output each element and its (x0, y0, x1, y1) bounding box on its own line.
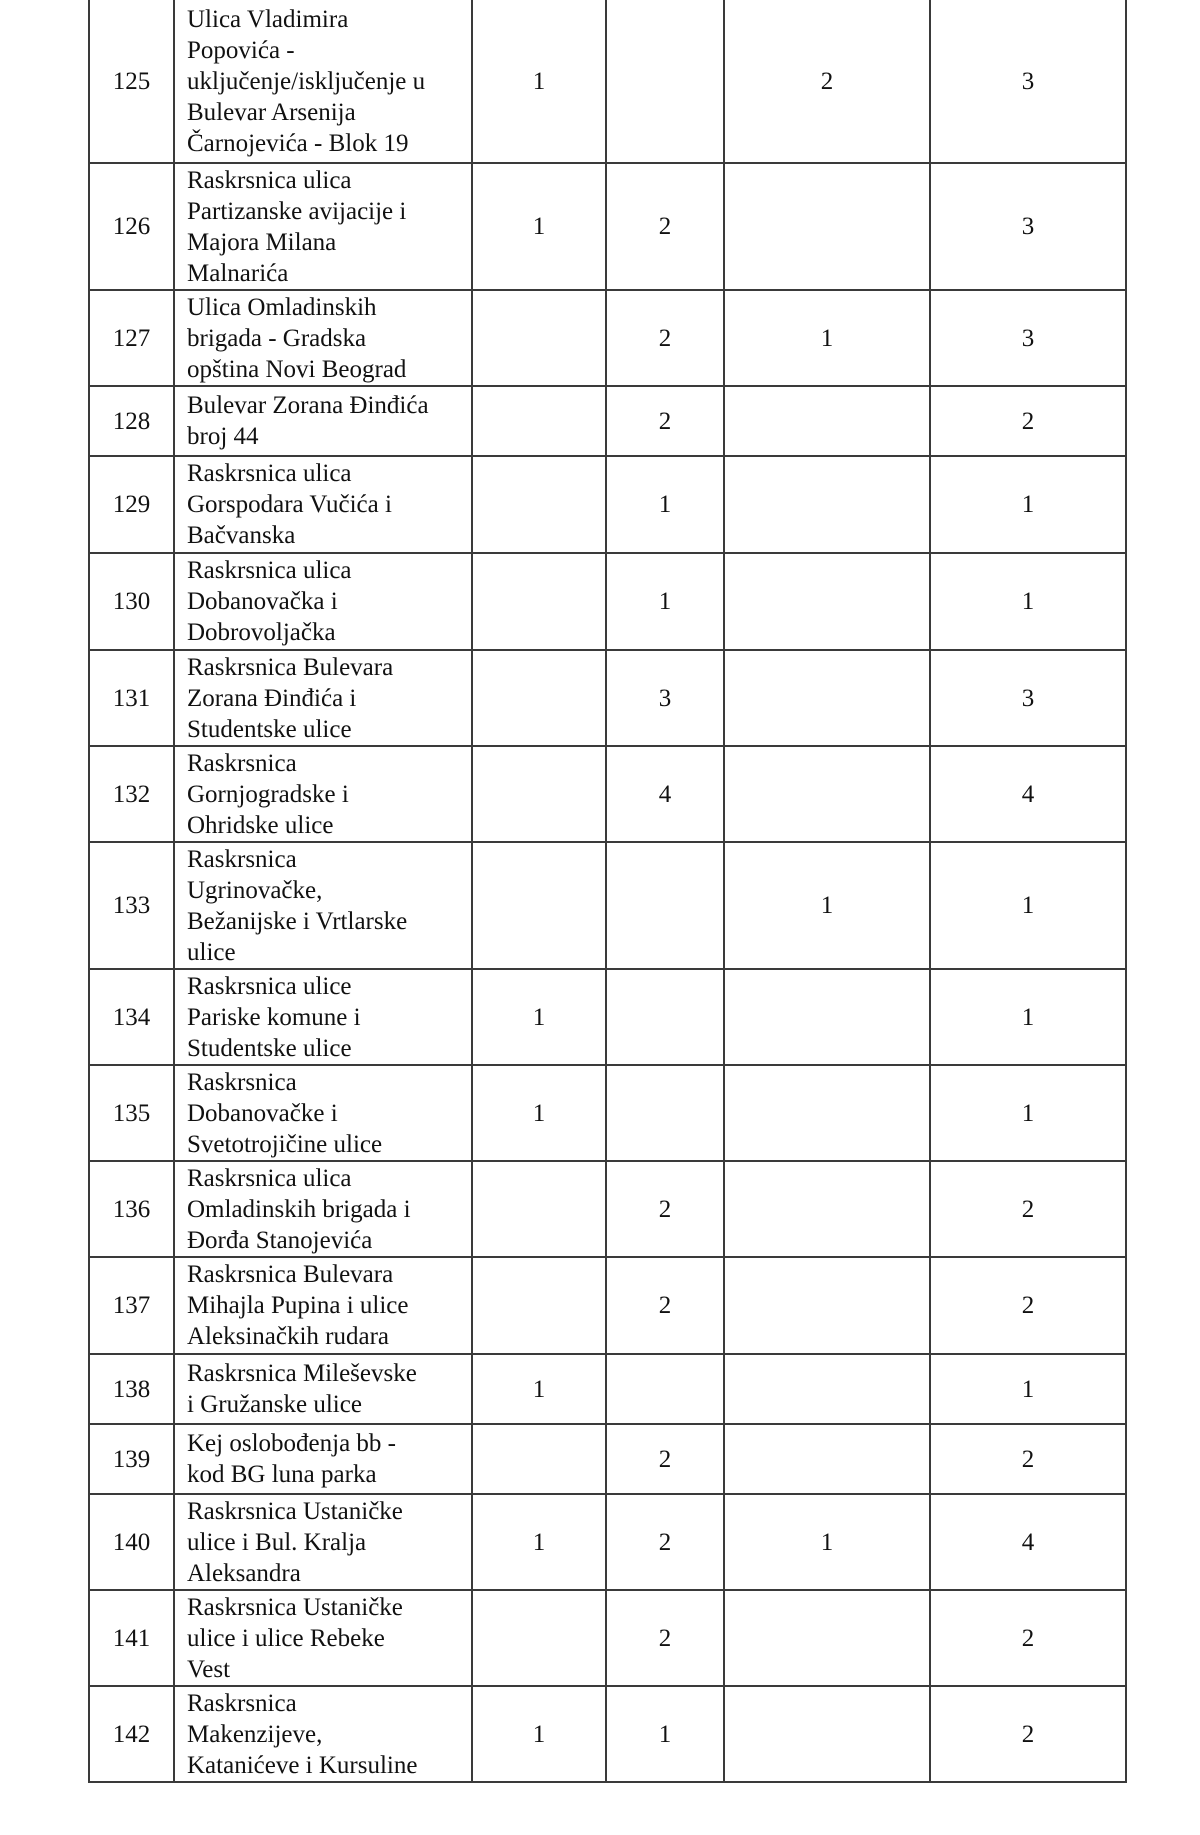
total-cell: 3 (930, 650, 1126, 746)
count-col-2-cell (606, 842, 724, 969)
location-cell: Raskrsnica Ustaničke ulice i ulice Rebeke Vest (174, 1590, 472, 1686)
row-number-cell: 131 (89, 650, 174, 746)
location-cell: Kej oslobođenja bb - kod BG luna parka (174, 1424, 472, 1494)
total-cell: 2 (930, 1161, 1126, 1257)
count-col-1-cell (472, 290, 606, 386)
total-cell: 2 (930, 1424, 1126, 1494)
location-cell: Raskrsnica Makenzijeve, Katanićeve i Kursuline (174, 1686, 472, 1782)
total-cell: 1 (930, 456, 1126, 553)
camera-locations-table (88, 0, 1127, 1783)
count-col-3-cell (724, 650, 930, 746)
count-col-3-cell: 1 (724, 290, 930, 386)
count-col-3-cell: 1 (724, 1494, 930, 1590)
location-cell: Raskrsnica Mileševske i Gružanske ulice (174, 1354, 472, 1424)
camera-locations-table-wrapper (88, 0, 1125, 1783)
table-row (89, 1161, 1126, 1257)
location-cell: Bulevar Zorana Đinđića broj 44 (174, 386, 472, 456)
table-row (89, 1686, 1126, 1782)
row-number-cell: 130 (89, 553, 174, 650)
count-col-1-cell: 1 (472, 0, 606, 163)
count-col-3-cell (724, 1065, 930, 1161)
count-col-1-cell: 1 (472, 1686, 606, 1782)
count-col-1-cell (472, 553, 606, 650)
table-row (89, 386, 1126, 456)
total-cell: 1 (930, 553, 1126, 650)
count-col-1-cell (472, 1161, 606, 1257)
count-col-3-cell (724, 553, 930, 650)
table-row (89, 969, 1126, 1065)
table-row (89, 1494, 1126, 1590)
count-col-2-cell: 1 (606, 456, 724, 553)
count-col-1-cell: 1 (472, 1494, 606, 1590)
row-number-cell: 137 (89, 1257, 174, 1354)
location-cell: Raskrsnica Bulevara Zorana Đinđića i Studentske ulice (174, 650, 472, 746)
count-col-3-cell (724, 1257, 930, 1354)
row-number-cell: 134 (89, 969, 174, 1065)
count-col-3-cell: 2 (724, 0, 930, 163)
row-number-cell: 125 (89, 0, 174, 163)
row-number-cell: 128 (89, 386, 174, 456)
total-cell: 1 (930, 842, 1126, 969)
table-row (89, 650, 1126, 746)
count-col-2-cell: 4 (606, 746, 724, 842)
count-col-2-cell (606, 0, 724, 163)
count-col-3-cell (724, 1686, 930, 1782)
count-col-3-cell (724, 969, 930, 1065)
total-cell: 3 (930, 0, 1126, 163)
count-col-2-cell (606, 1354, 724, 1424)
row-number-cell: 133 (89, 842, 174, 969)
count-col-3-cell (724, 1161, 930, 1257)
total-cell: 2 (930, 1257, 1126, 1354)
total-cell: 1 (930, 1065, 1126, 1161)
count-col-2-cell: 2 (606, 1590, 724, 1686)
row-number-cell: 140 (89, 1494, 174, 1590)
row-number-cell: 138 (89, 1354, 174, 1424)
location-cell: Raskrsnica Bulevara Mihajla Pupina i ulice Aleksinačkih rudara (174, 1257, 472, 1354)
table-row (89, 1424, 1126, 1494)
count-col-1-cell: 1 (472, 1354, 606, 1424)
table-row (89, 456, 1126, 553)
table-row (89, 553, 1126, 650)
count-col-3-cell (724, 386, 930, 456)
row-number-cell: 136 (89, 1161, 174, 1257)
total-cell: 1 (930, 1354, 1126, 1424)
count-col-3-cell (724, 163, 930, 290)
table-row (89, 1257, 1126, 1354)
table-row (89, 1065, 1126, 1161)
row-number-cell: 139 (89, 1424, 174, 1494)
count-col-3-cell (724, 746, 930, 842)
table-row (89, 1354, 1126, 1424)
total-cell: 4 (930, 746, 1126, 842)
total-cell: 1 (930, 969, 1126, 1065)
count-col-1-cell (472, 746, 606, 842)
table-row (89, 842, 1126, 969)
table-row (89, 1590, 1126, 1686)
count-col-2-cell: 2 (606, 1257, 724, 1354)
row-number-cell: 135 (89, 1065, 174, 1161)
count-col-2-cell: 2 (606, 1424, 724, 1494)
count-col-2-cell: 2 (606, 386, 724, 456)
row-number-cell: 141 (89, 1590, 174, 1686)
count-col-2-cell: 1 (606, 1686, 724, 1782)
count-col-1-cell (472, 842, 606, 969)
location-cell: Raskrsnica ulice Pariske komune i Studentske ulice (174, 969, 472, 1065)
total-cell: 2 (930, 1590, 1126, 1686)
row-number-cell: 142 (89, 1686, 174, 1782)
table-body (89, 0, 1126, 1782)
row-number-cell: 126 (89, 163, 174, 290)
location-cell: Raskrsnica Ustaničke ulice i Bul. Kralja Aleksandra (174, 1494, 472, 1590)
location-cell: Raskrsnica ulica Partizanske avijacije i Majora Milana Malnarića (174, 163, 472, 290)
count-col-2-cell: 3 (606, 650, 724, 746)
count-col-2-cell: 2 (606, 1161, 724, 1257)
total-cell: 3 (930, 290, 1126, 386)
location-cell: Raskrsnica ulica Omladinskih brigada i Đorđa Stanojevića (174, 1161, 472, 1257)
count-col-1-cell: 1 (472, 1065, 606, 1161)
total-cell: 4 (930, 1494, 1126, 1590)
count-col-1-cell (472, 1257, 606, 1354)
location-cell: Raskrsnica Ugrinovačke, Bežanijske i Vrtlarske ulice (174, 842, 472, 969)
count-col-1-cell (472, 1590, 606, 1686)
location-cell: Raskrsnica Gornjogradske i Ohridske ulice (174, 746, 472, 842)
count-col-3-cell (724, 1354, 930, 1424)
count-col-1-cell (472, 456, 606, 553)
location-cell: Raskrsnica ulica Gorspodara Vučića i Bačvanska (174, 456, 472, 553)
location-cell: Ulica Omladinskih brigada - Gradska opština Novi Beograd (174, 290, 472, 386)
count-col-2-cell (606, 1065, 724, 1161)
count-col-2-cell: 2 (606, 163, 724, 290)
total-cell: 2 (930, 1686, 1126, 1782)
row-number-cell: 132 (89, 746, 174, 842)
count-col-3-cell (724, 456, 930, 553)
table-row (89, 290, 1126, 386)
count-col-3-cell: 1 (724, 842, 930, 969)
row-number-cell: 127 (89, 290, 174, 386)
count-col-1-cell: 1 (472, 969, 606, 1065)
count-col-1-cell: 1 (472, 163, 606, 290)
total-cell: 2 (930, 386, 1126, 456)
location-cell: Ulica Vladimira Popovića - uključenje/isključenje u Bulevar Arsenija Čarnojevića - Blok 19 (174, 0, 472, 163)
count-col-1-cell (472, 650, 606, 746)
location-cell: Raskrsnica ulica Dobanovačka i Dobrovoljačka (174, 553, 472, 650)
count-col-2-cell: 2 (606, 1494, 724, 1590)
count-col-2-cell: 1 (606, 553, 724, 650)
count-col-2-cell (606, 969, 724, 1065)
table-row (89, 163, 1126, 290)
count-col-2-cell: 2 (606, 290, 724, 386)
count-col-1-cell (472, 386, 606, 456)
table-row (89, 746, 1126, 842)
count-col-3-cell (724, 1424, 930, 1494)
row-number-cell: 129 (89, 456, 174, 553)
location-cell: Raskrsnica Dobanovačke i Svetotrojičine ulice (174, 1065, 472, 1161)
table-row (89, 0, 1126, 163)
total-cell: 3 (930, 163, 1126, 290)
count-col-3-cell (724, 1590, 930, 1686)
count-col-1-cell (472, 1424, 606, 1494)
